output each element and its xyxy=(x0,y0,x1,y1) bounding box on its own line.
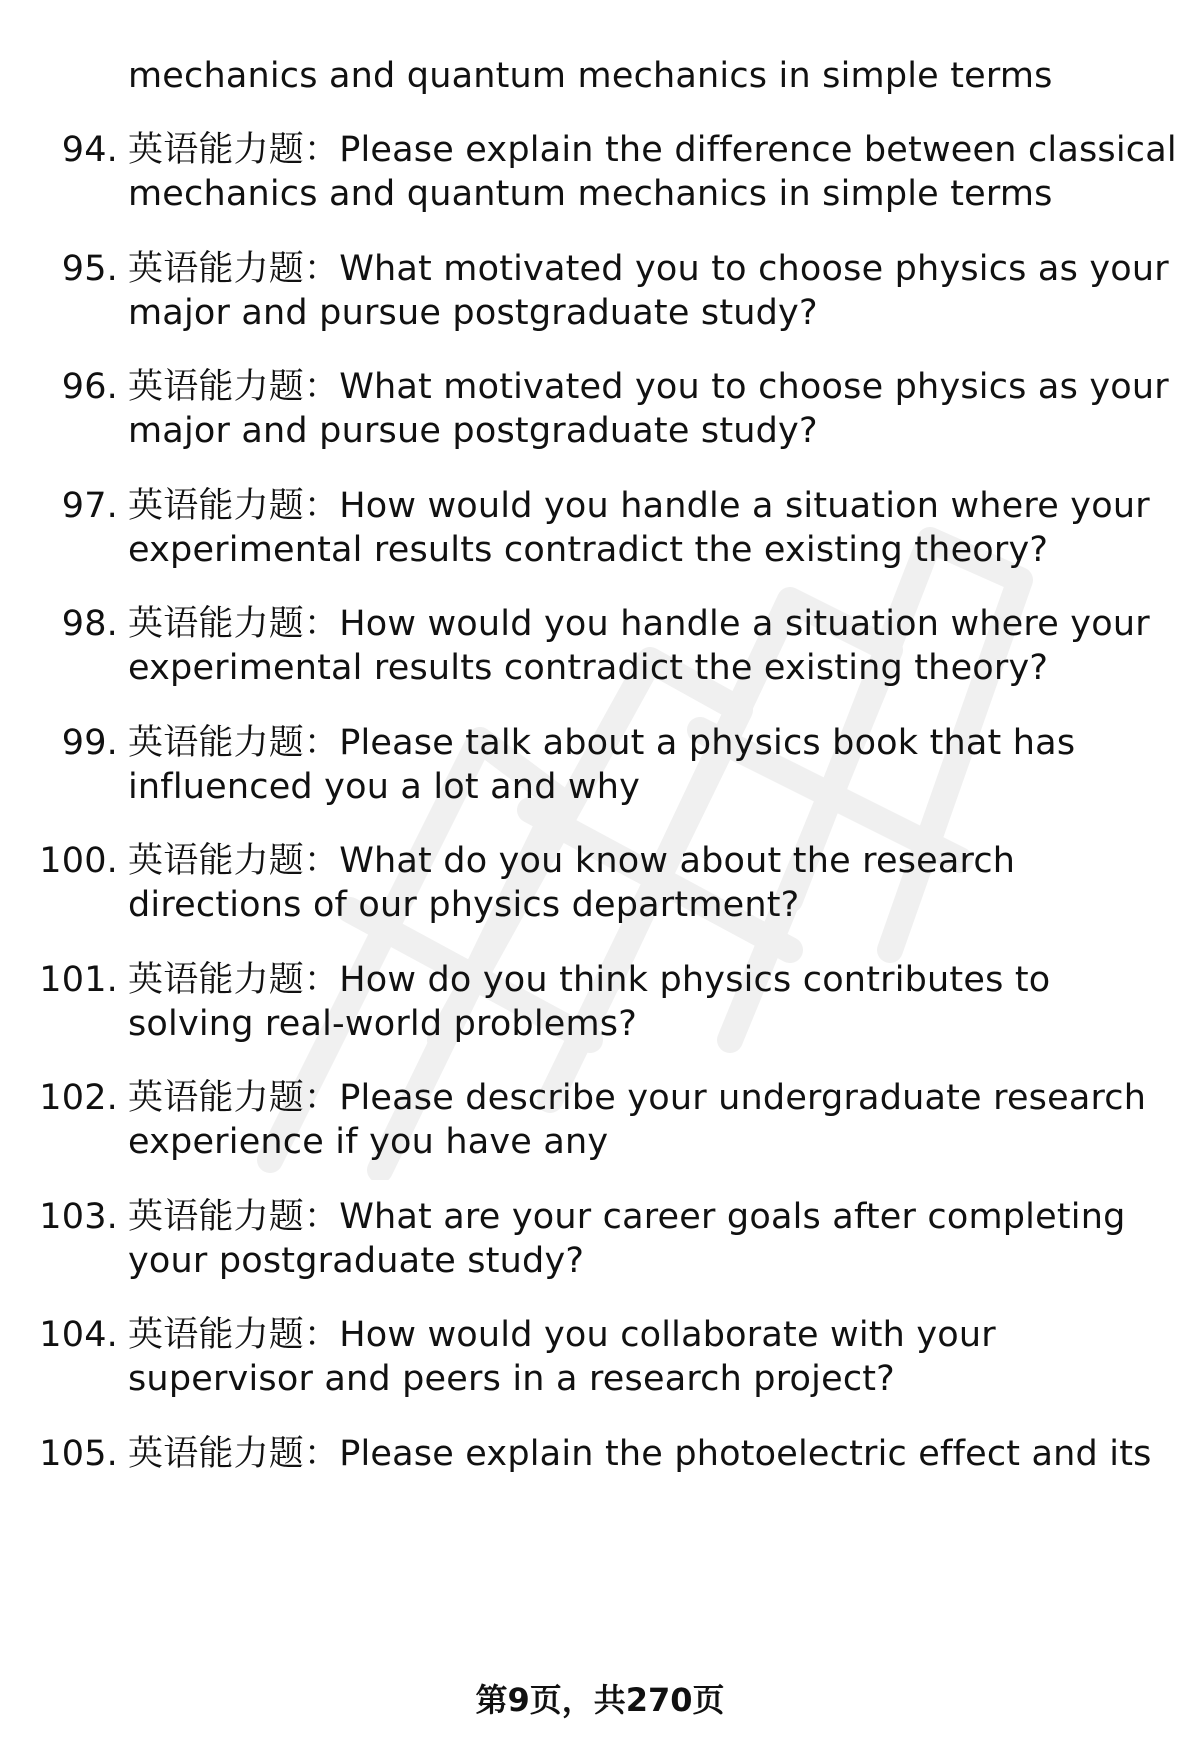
question-item xyxy=(39,956,1051,1004)
question-number: 100. xyxy=(39,841,118,881)
question-text-line2: major and pursue postgraduate study? xyxy=(128,293,818,333)
question-item xyxy=(61,245,1169,293)
question-item xyxy=(39,837,1016,885)
question-item xyxy=(39,1193,1126,1241)
question-text-line1: 英语能力题：How would you collaborate with your xyxy=(128,1315,996,1355)
question-text-line2: experimental results contradict the existing theory? xyxy=(128,530,1049,570)
question-item xyxy=(61,482,1150,530)
question-number: 98. xyxy=(61,604,118,644)
question-text-line1: 英语能力题：How do you think physics contributes to xyxy=(128,960,1051,1000)
question-number: 96. xyxy=(61,367,118,407)
question-text-line1: 英语能力题：Please explain the photoelectric effect and its xyxy=(128,1434,1152,1474)
question-number: 101. xyxy=(39,960,118,1000)
question-text-line2: major and pursue postgraduate study? xyxy=(128,411,818,451)
question-text-line1: 英语能力题：Please explain the difference between classical xyxy=(128,130,1177,170)
question-text-line2: your postgraduate study? xyxy=(128,1241,585,1281)
question-text-line1: 英语能力题：How would you handle a situation where your xyxy=(128,604,1150,644)
question-number: 97. xyxy=(61,486,118,526)
continued-question-text: mechanics and quantum mechanics in simple terms xyxy=(128,56,1053,96)
question-text-line2: experience if you have any xyxy=(128,1122,609,1162)
question-item xyxy=(39,1430,1152,1478)
question-text-line1: 英语能力题：What are your career goals after completing xyxy=(128,1197,1126,1237)
question-number: 99. xyxy=(61,723,118,763)
question-text-line1: 英语能力题：Please talk about a physics book that has xyxy=(128,723,1076,763)
question-text-line1: 英语能力题：Please describe your undergraduate research xyxy=(128,1078,1147,1118)
question-text-line1: 英语能力题：What motivated you to choose physics as your xyxy=(128,367,1169,407)
question-item xyxy=(61,719,1076,767)
question-text-line2: solving real-world problems? xyxy=(128,1004,638,1044)
question-number: 103. xyxy=(39,1197,118,1237)
question-text-line2: influenced you a lot and why xyxy=(128,767,641,807)
question-item xyxy=(61,600,1150,648)
question-text-line2: mechanics and quantum mechanics in simple terms xyxy=(128,174,1053,214)
question-item xyxy=(61,363,1169,411)
question-item xyxy=(61,126,1177,174)
question-text-line2: directions of our physics department? xyxy=(128,885,800,925)
question-item xyxy=(39,1311,996,1359)
question-text-line1: 英语能力题：What motivated you to choose physics as your xyxy=(128,249,1169,289)
question-text-line2: supervisor and peers in a research project? xyxy=(128,1359,895,1399)
question-item xyxy=(39,1074,1147,1122)
question-number: 95. xyxy=(61,249,118,289)
question-number: 102. xyxy=(39,1078,118,1118)
question-text-line1: 英语能力题：How would you handle a situation where your xyxy=(128,486,1150,526)
page-number-footer: 第9页，共270页 xyxy=(475,1681,725,1719)
question-text-line2: experimental results contradict the existing theory? xyxy=(128,648,1049,688)
question-number: 104. xyxy=(39,1315,118,1355)
question-number: 105. xyxy=(39,1434,118,1474)
question-number: 94. xyxy=(61,130,118,170)
question-text-line1: 英语能力题：What do you know about the research xyxy=(128,841,1016,881)
